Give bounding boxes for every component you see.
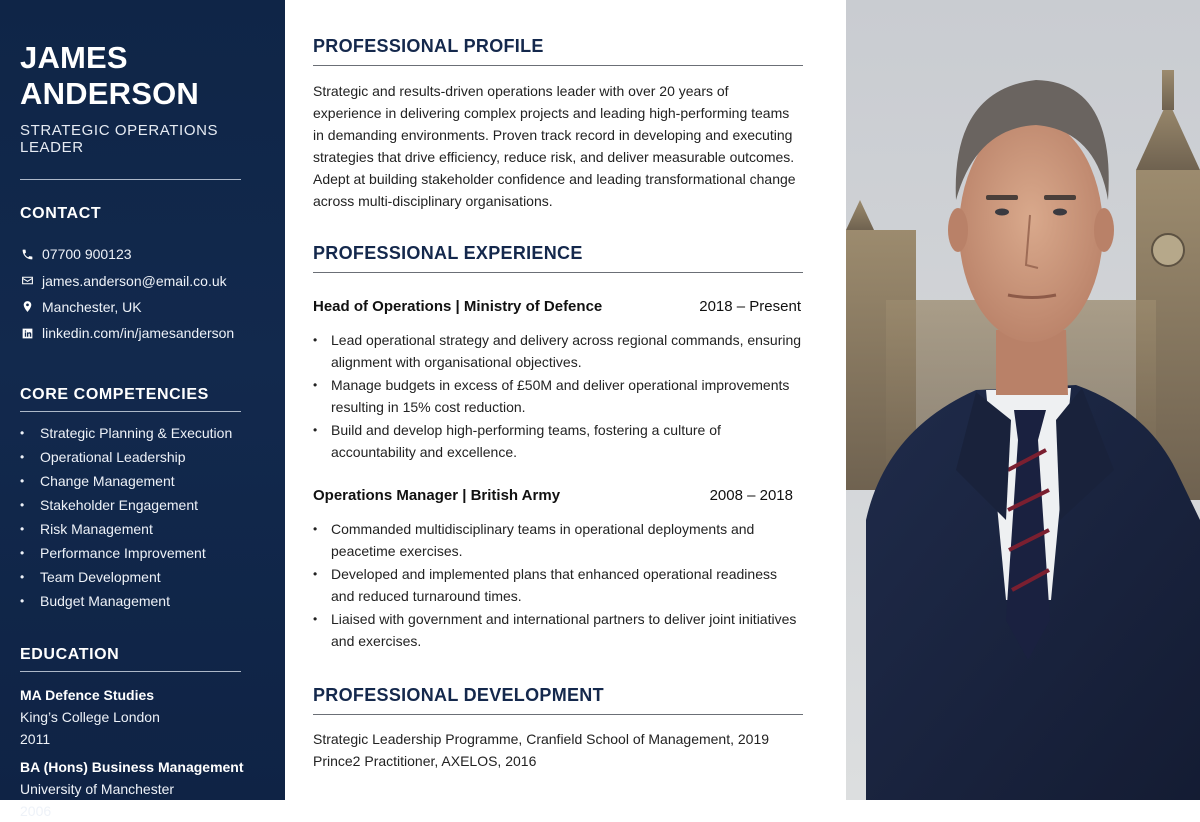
list-item: • Commanded multidisciplinary teams in operational deployments and peacetime exercises. [313, 518, 803, 562]
candidate-role: STRATEGIC OPERATIONS LEADER [20, 122, 219, 156]
job-bullets [313, 518, 802, 652]
list-item: • Build and develop high-performing teams, fostering a culture of accountability and excellence. [313, 419, 803, 463]
section-divider [313, 272, 803, 273]
list-item: • Lead operational strategy and delivery across regional commands, ensuring alignment with organisational objectives. [313, 329, 803, 373]
linkedin-icon [20, 326, 34, 340]
list-item: • Performance Improvement [20, 544, 206, 561]
competency-label: Strategic Planning & Execution [40, 424, 233, 441]
competencies-divider [20, 411, 241, 412]
profile-heading: PROFESSIONAL PROFILE [313, 36, 544, 56]
contact-location [20, 294, 265, 320]
education-degree: BA (Hons) Business Management [20, 758, 244, 775]
education-heading: EDUCATION [20, 645, 120, 663]
list-item: • Risk Management [20, 520, 153, 537]
job-bullets [313, 329, 802, 463]
list-item: • Change Management [20, 472, 175, 489]
education-year: 2006 [20, 802, 52, 819]
development-item: Strategic Leadership Programme, Cranfield School of Management, 2019 [313, 731, 770, 747]
competencies-heading: CORE COMPETENCIES [20, 385, 209, 403]
education-entry [20, 684, 265, 750]
competency-label: Performance Improvement [40, 544, 206, 561]
list-item: • Strategic Planning & Execution [20, 424, 233, 441]
job-dates: 2008 – 2018 [709, 487, 793, 504]
main-content [285, 0, 846, 800]
bullet-text: Manage budgets in excess of £50M and deliver operational improvements resulting in 15% cost reduction. [331, 377, 790, 415]
profile-photo [846, 0, 1200, 800]
education-institution: King’s College London [20, 708, 160, 725]
contact-location-text: Manchester, UK [42, 298, 142, 315]
list-item: • Team Development [20, 568, 161, 585]
education-degree: MA Defence Studies [20, 686, 155, 703]
bullet-text: Commanded multidisciplinary teams in operational deployments and peacetime exercises. [331, 521, 755, 559]
development-item: Prince2 Practitioner, AXELOS, 2016 [313, 753, 537, 769]
section-divider [313, 65, 803, 66]
education-entry [20, 756, 265, 822]
job-entry [313, 485, 802, 652]
candidate-name: JAMES ANDERSON [20, 40, 200, 111]
contact-heading: CONTACT [20, 205, 102, 222]
phone-icon [20, 247, 34, 261]
bullet-text: Build and develop high-performing teams, fostering a culture of accountability and excellence. [331, 422, 721, 460]
list-item: • Operational Leadership [20, 448, 186, 465]
competency-label: Risk Management [40, 520, 153, 537]
competency-label: Stakeholder Engagement [40, 496, 198, 513]
sidebar-divider [20, 179, 241, 180]
competency-label: Change Management [40, 472, 175, 489]
list-item: • Stakeholder Engagement [20, 496, 198, 513]
job-entry [313, 296, 802, 463]
job-dates: 2018 – Present [699, 298, 801, 315]
job-header [313, 296, 801, 318]
education-divider [20, 671, 241, 672]
education-institution: University of Manchester [20, 780, 175, 797]
job-title: Head of Operations | Ministry of Defence [313, 298, 603, 315]
location-pin-icon [20, 300, 34, 314]
competency-label: Operational Leadership [40, 448, 186, 465]
section-divider [313, 714, 803, 715]
email-icon [20, 274, 34, 288]
contact-phone-text: 07700 900123 [42, 246, 132, 263]
job-title: Operations Manager | British Army [313, 487, 561, 504]
experience-heading: PROFESSIONAL EXPERIENCE [313, 243, 583, 263]
contact-email-text[interactable]: james.anderson@email.co.uk [42, 272, 227, 289]
profile-summary: Strategic and results-driven operations leader with over 20 years of experience in delivering complex projects and leading high-performing teams in demanding environments. Proven track record in developing and executing strategies that drive efficiency, reduce risk, and deliver measurable outcomes. Adept at building stakeholder confidence and leading transformational change across multi-disciplinary organisations. [313, 83, 796, 209]
education-year: 2011 [20, 730, 51, 747]
list-item: • Budget Management [20, 592, 170, 609]
sidebar [0, 0, 285, 819]
list-item: • Developed and implemented plans that enhanced operational readiness and reduced turnaround times. [313, 563, 803, 607]
competency-label: Budget Management [40, 592, 170, 609]
contact-linkedin [20, 320, 265, 346]
contact-phone [20, 241, 265, 267]
competencies-list [20, 421, 265, 613]
contact-email [20, 267, 265, 293]
contact-list [20, 241, 265, 347]
development-heading: PROFESSIONAL DEVELOPMENT [313, 685, 604, 705]
contact-linkedin-text[interactable]: linkedin.com/in/jamesanderson [42, 325, 235, 342]
development-list [313, 728, 802, 772]
list-item: • Manage budgets in excess of £50M and deliver operational improvements resulting in 15% cost reduction. [313, 374, 803, 418]
bullet-text: Liaised with government and international partners to deliver joint initiatives and exercises. [331, 611, 797, 649]
bullet-text: Developed and implemented plans that enhanced operational readiness and reduced turnaround times. [331, 566, 777, 604]
bullet-text: Lead operational strategy and delivery across regional commands, ensuring alignment with organisational objectives. [331, 332, 802, 370]
competency-label: Team Development [40, 568, 161, 585]
list-item: • Liaised with government and international partners to deliver joint initiatives and exercises. [313, 608, 803, 652]
portrait-illustration [846, 0, 1200, 800]
job-header [313, 485, 793, 507]
